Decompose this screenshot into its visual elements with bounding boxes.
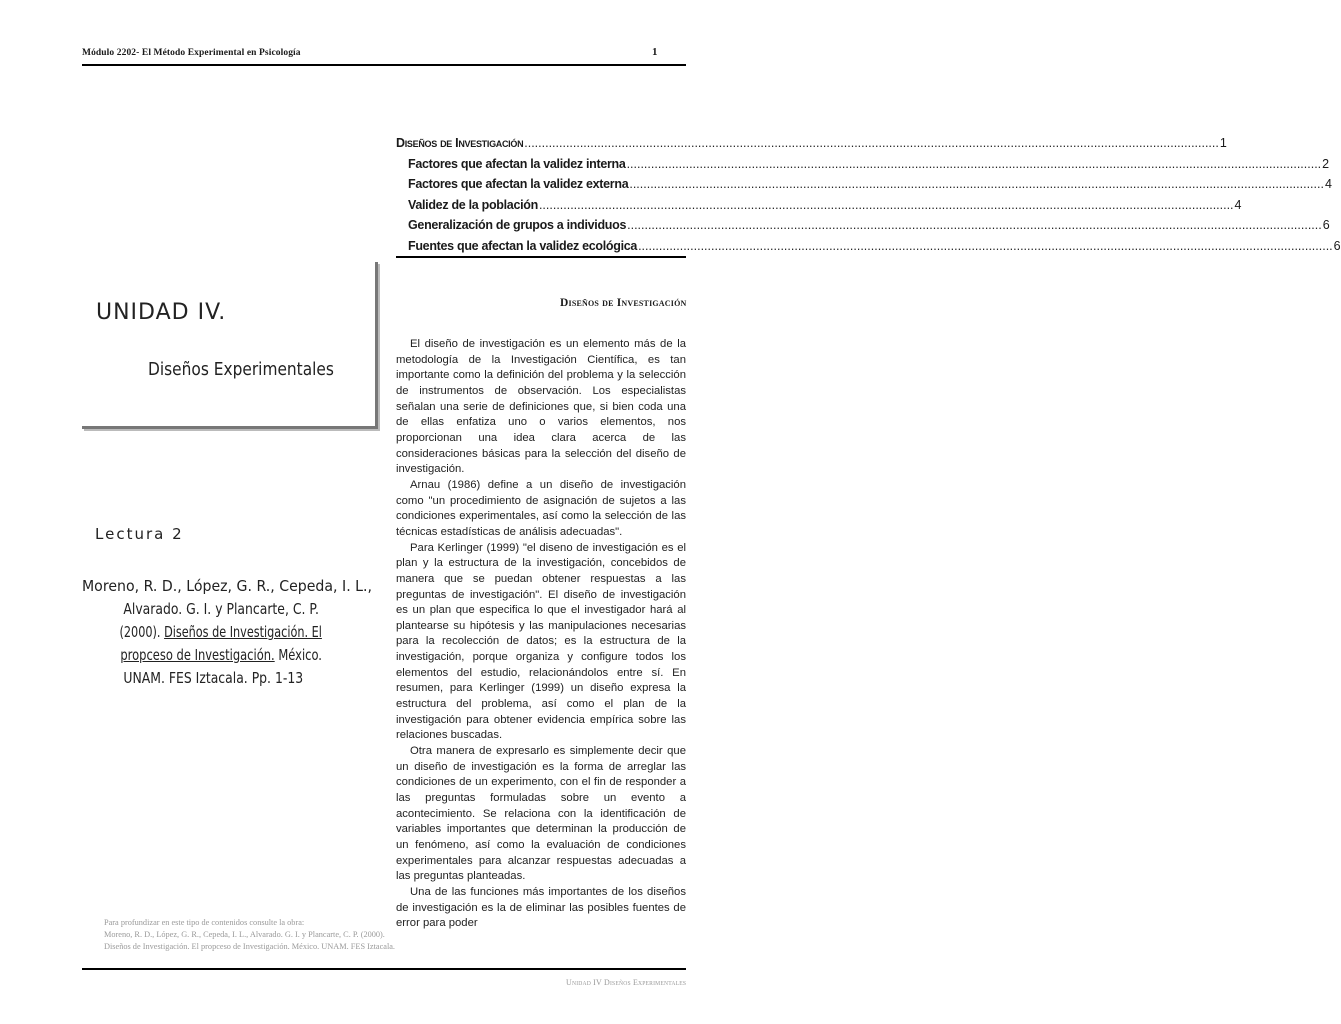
toc-leader-dots: ........................................................................................................................................................................................................ <box>629 177 1324 191</box>
body-paragraph: Para Kerlinger (1999) "el diseno de investigación es el plan y la estructura de la investigación, concebidos de manera que se puedan obtener respuestas a las preguntas de investigación". El diseño de investigación es un plan que especifica lo que el investigador hará al plantearse su hipótesis y las manipulaciones necesarias para la recolección de datos; es la estructura de la investigación, porque organiza y configure todos los elementos del estudio, relacionándolos entre sí. En resumen, para Kerlinger (1999) un diseño expresa la estructura del problema, así como el plan de la investigación para obtener evidencia empírica sobre las relaciones buscadas. <box>396 541 686 742</box>
toc-rule <box>396 256 686 258</box>
toc-leader-dots: ........................................................................................................................................................................................................ <box>638 238 1333 253</box>
section-title: Diseños de Investigación <box>560 297 687 309</box>
citation-line: Moreno, R. D., López, G. R., Cepeda, I. L., <box>82 577 373 595</box>
toc-entry-label: Fuentes que afectan la validez ecológica <box>408 238 638 253</box>
body-paragraph: Una de las funciones más importantes de los diseños de investigación es la de eliminar las posibles fuentes de error para poder <box>396 885 686 930</box>
toc-entry <box>396 236 1341 257</box>
citation-place: México. <box>274 646 322 664</box>
toc-entry-page: 4 <box>1234 197 1242 212</box>
page-number: 1 <box>652 46 658 58</box>
toc-entry-page: 6 <box>1322 218 1330 232</box>
body-text <box>396 337 686 932</box>
running-footer: Unidad IV Diseños Experimentales <box>566 977 687 987</box>
body-paragraph: El diseño de investigación es un elemento más de la metodología de la Investigación Científica, es tan importante como la definición del problema y la selección de instrumentos de observación. Los especialistas señalan una serie de definiciones que, si bien coda una de ellas enfatiza uno o varios elementos, nos proporcionan una idea clara acerca de las consideraciones básicas para la selección del diseño de investigación. <box>396 338 686 476</box>
unit-subtitle: Diseños Experimentales <box>148 360 334 380</box>
footnote <box>104 917 404 953</box>
toc-entry-page: 2 <box>1322 156 1330 171</box>
reading-label: Lectura 2 <box>95 525 184 543</box>
citation-title: Diseños de Investigación. El <box>164 623 322 641</box>
citation-line <box>82 621 322 644</box>
citation-title: propceso de Investigación. <box>120 646 275 664</box>
footer-rule <box>82 968 686 970</box>
footnote-line: Moreno, R. D., López, G. R., Cepeda, I. L., Alvarado. G. I. y Plancarte, C. P. (2000). Diseños de Investigación. El propceso de Investigación. México. UNAM. FES Iztacala. <box>104 930 396 951</box>
toc-entry-label: Validez de la población <box>408 197 538 212</box>
toc-leader-dots: ........................................................................................................................................................................................................ <box>538 197 1234 212</box>
toc-entry-page: 4 <box>1324 177 1332 191</box>
body-paragraph: Arnau (1986) define a un diseño de investigación como "un procedimiento de asignación de sujetos a las condiciones experimentales, así como la selección de las técnicas estadísticas de análisis adecuadas". <box>396 478 686 538</box>
unit-title: UNIDAD IV. <box>96 300 227 325</box>
toc-entry-label: Diseños de Investigación <box>396 136 524 150</box>
toc-entry <box>396 133 1227 154</box>
citation-year: (2000). <box>119 623 165 641</box>
toc-entry-label: Factores que afectan la validez externa <box>408 177 629 191</box>
toc-entry <box>396 174 1332 195</box>
toc-entry-page: 1 <box>1219 136 1227 150</box>
body-paragraph: Otra manera de expresarlo es simplemente decir que un diseño de investigación es la forma de arreglar las condiciones de un experimento, con el fin de responder a las preguntas formuladas sobre un evento a acontecimiento. Se relaciona con la identificación de variables importantes que determinan la producción de un fenómeno, así como la evaluación de condiciones experimentales para alcanzar respuestas adecuadas a las preguntas planteadas. <box>396 745 686 883</box>
citation-line: UNAM. FES Iztacala. Pp. 1-13 <box>123 669 304 687</box>
toc-entry-label: Factores que afectan la validez interna <box>408 156 626 171</box>
toc-leader-dots: ........................................................................................................................................................................................................ <box>626 156 1322 171</box>
running-header-title: Módulo 2202- El Método Experimental en Psicología <box>82 48 301 58</box>
reading-citation <box>82 575 372 690</box>
toc-entry <box>396 215 1330 236</box>
unit-title-box <box>82 262 378 429</box>
citation-line: Alvarado. G. I. y Plancarte, C. P. <box>123 600 319 618</box>
header-rule <box>82 64 686 66</box>
toc-leader-dots: ........................................................................................................................................................................................................ <box>627 218 1322 232</box>
toc-entry <box>396 195 1242 216</box>
citation-line <box>82 644 322 667</box>
toc-entry-page: 6 <box>1333 238 1341 253</box>
toc-entry-label: Generalización de grupos a individuos <box>408 218 627 232</box>
footnote-line: Para profundizar en este tipo de contenidos consulte la obra: <box>104 918 305 927</box>
toc-entry <box>396 154 1330 175</box>
toc-leader-dots: ........................................................................................................................................................................................................ <box>524 136 1219 150</box>
table-of-contents <box>396 133 1341 256</box>
